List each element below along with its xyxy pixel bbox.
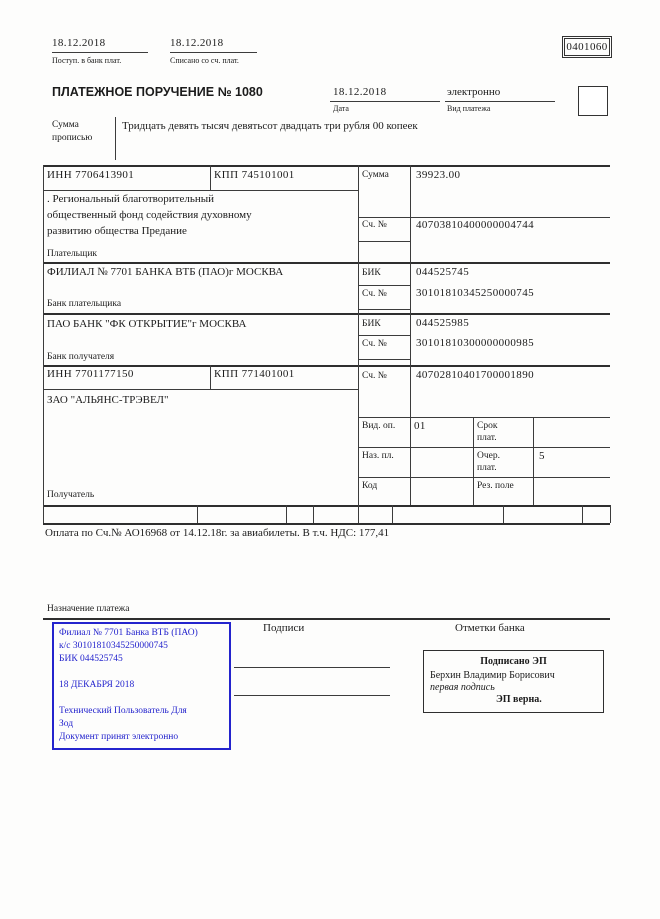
- stamp-line: Зод: [59, 719, 74, 729]
- signature-line: [234, 695, 390, 696]
- divider: [313, 505, 314, 523]
- received-date-label: Поступ. в банк плат.: [52, 56, 122, 65]
- pay-term-label: Срок плат.: [477, 421, 498, 443]
- payer-name-line: развитию общества Предание: [47, 225, 187, 237]
- reserve-field-label: Рез. поле: [477, 481, 514, 491]
- divider: [445, 101, 555, 102]
- esign-signer-name: Берхин Владимир Борисович: [430, 670, 555, 681]
- divider: [330, 101, 440, 102]
- bank-electronic-stamp: [52, 622, 231, 750]
- payment-type-value: электронно: [447, 86, 501, 98]
- esign-note: первая подпись: [430, 682, 495, 693]
- payer-section-label: Плательщик: [47, 249, 98, 259]
- payer-inn: ИНН 7706413901: [47, 169, 135, 181]
- divider: [43, 389, 358, 390]
- code-label: Код: [362, 481, 378, 491]
- payer-name-line: общественный фонд содействия духовному: [47, 209, 252, 221]
- payee-section-label: Получатель: [47, 490, 95, 500]
- divider: [533, 417, 534, 505]
- payer-bank-section-label: Банк плательщика: [47, 299, 122, 309]
- divider: [43, 365, 610, 367]
- divider: [503, 505, 504, 523]
- payee-name: ЗАО "АЛЬЯНС-ТРЭВЕЛ": [47, 394, 169, 406]
- divider: [410, 165, 411, 505]
- payer-name-line: . Региональный благотворительный: [47, 193, 214, 205]
- stamp-line: Технический Пользователь Для: [59, 706, 187, 716]
- payer-account-value: 40703810400000004744: [416, 219, 534, 231]
- divider: [170, 52, 257, 53]
- divider: [43, 618, 610, 620]
- divider: [210, 365, 211, 389]
- table-border: [43, 523, 610, 525]
- payee-account-label: Сч. №: [362, 371, 387, 381]
- amount-value: 39923.00: [416, 169, 461, 181]
- divider: [358, 359, 410, 360]
- divider: [358, 241, 410, 242]
- stamp-line: Филиал № 7701 Банка ВТБ (ПАО): [59, 628, 198, 638]
- divider: [358, 447, 610, 448]
- pay-order-value: 5: [539, 450, 545, 462]
- payer-bank-name: ФИЛИАЛ № 7701 БАНКА ВТБ (ПАО)г МОСКВА: [47, 266, 284, 278]
- purpose-text: Оплата по Сч.№ АО16968 от 14.12.18г. за авиабилеты. В т.ч. НДС: 177,41: [45, 527, 390, 539]
- payee-bank-section-label: Банк получателя: [47, 352, 115, 362]
- amount-words-label: прописью: [52, 133, 93, 143]
- payer-bank-bik: 044525745: [416, 266, 470, 278]
- page-title: ПЛАТЕЖНОЕ ПОРУЧЕНИЕ № 1080: [52, 85, 263, 99]
- stamp-line: Документ принят электронно: [59, 732, 179, 742]
- divider: [43, 313, 610, 315]
- payer-bank-account-label: Сч. №: [362, 289, 387, 299]
- payee-bank-account-label: Сч. №: [362, 339, 387, 349]
- signature-line: [234, 667, 390, 668]
- divider: [43, 262, 610, 264]
- payer-kpp: КПП 745101001: [214, 169, 295, 181]
- divider: [473, 417, 474, 505]
- divider: [358, 477, 610, 478]
- signatures-label: Подписи: [263, 622, 305, 634]
- payer-bank-bik-label: БИК: [362, 268, 381, 278]
- op-type-value: 01: [414, 420, 426, 432]
- stamp-line: БИК 044525745: [59, 654, 123, 664]
- amount-words-value: Тридцать девять тысяч девятьсот двадцать три рубля 00 копеек: [122, 120, 418, 132]
- payee-inn: ИНН 7701177150: [47, 368, 134, 380]
- document-date: 18.12.2018: [333, 86, 387, 98]
- payer-bank-account: 30101810345250000745: [416, 287, 534, 299]
- divider: [358, 417, 610, 418]
- esign-verdict: ЭП верна.: [496, 694, 542, 705]
- table-border: [358, 165, 359, 523]
- stamp-line: 18 ДЕКАБРЯ 2018: [59, 680, 135, 690]
- payer-account-label: Сч. №: [362, 220, 387, 230]
- debited-date: 18.12.2018: [170, 37, 224, 49]
- divider: [197, 505, 198, 523]
- divider: [358, 217, 610, 218]
- divider: [358, 309, 410, 310]
- op-type-label: Вид. оп.: [362, 421, 396, 431]
- payment-type-label: Вид платежа: [447, 104, 491, 113]
- debited-date-label: Списано со сч. плат.: [170, 56, 239, 65]
- form-code-box: 0401060: [562, 36, 612, 58]
- payee-bank-bik: 044525985: [416, 317, 470, 329]
- payee-bank-name: ПАО БАНК "ФК ОТКРЫТИЕ"г МОСКВА: [47, 318, 247, 330]
- purpose-label: Назначение платежа: [47, 604, 130, 614]
- received-date: 18.12.2018: [52, 37, 106, 49]
- table-border: [43, 165, 610, 167]
- payee-kpp: КПП 771401001: [214, 368, 295, 380]
- table-border: [610, 505, 611, 523]
- divider: [286, 505, 287, 523]
- divider: [358, 285, 410, 286]
- date-label: Дата: [333, 104, 349, 113]
- bank-marks-label: Отметки банка: [455, 622, 525, 634]
- divider: [210, 165, 211, 190]
- payee-bank-account: 30101810300000000985: [416, 337, 534, 349]
- amount-label: Сумма: [362, 170, 389, 180]
- table-border: [43, 505, 610, 507]
- divider: [52, 52, 148, 53]
- divider: [115, 117, 116, 160]
- amount-words-label: Сумма: [52, 120, 79, 130]
- payer-name: [47, 191, 347, 239]
- stamp-line: к/с 30101810345250000745: [59, 641, 168, 651]
- table-border: [43, 165, 44, 523]
- divider: [582, 505, 583, 523]
- esign-stamp: [423, 650, 604, 713]
- esign-title: Подписано ЭП: [480, 656, 547, 667]
- pay-order-label: Очер. плат.: [477, 451, 500, 473]
- divider: [358, 335, 410, 336]
- divider: [392, 505, 393, 523]
- payee-bank-bik-label: БИК: [362, 319, 381, 329]
- payee-account-value: 40702810401700001890: [416, 369, 534, 381]
- status-checkbox: [578, 86, 608, 116]
- pay-purpose-label: Наз. пл.: [362, 451, 394, 461]
